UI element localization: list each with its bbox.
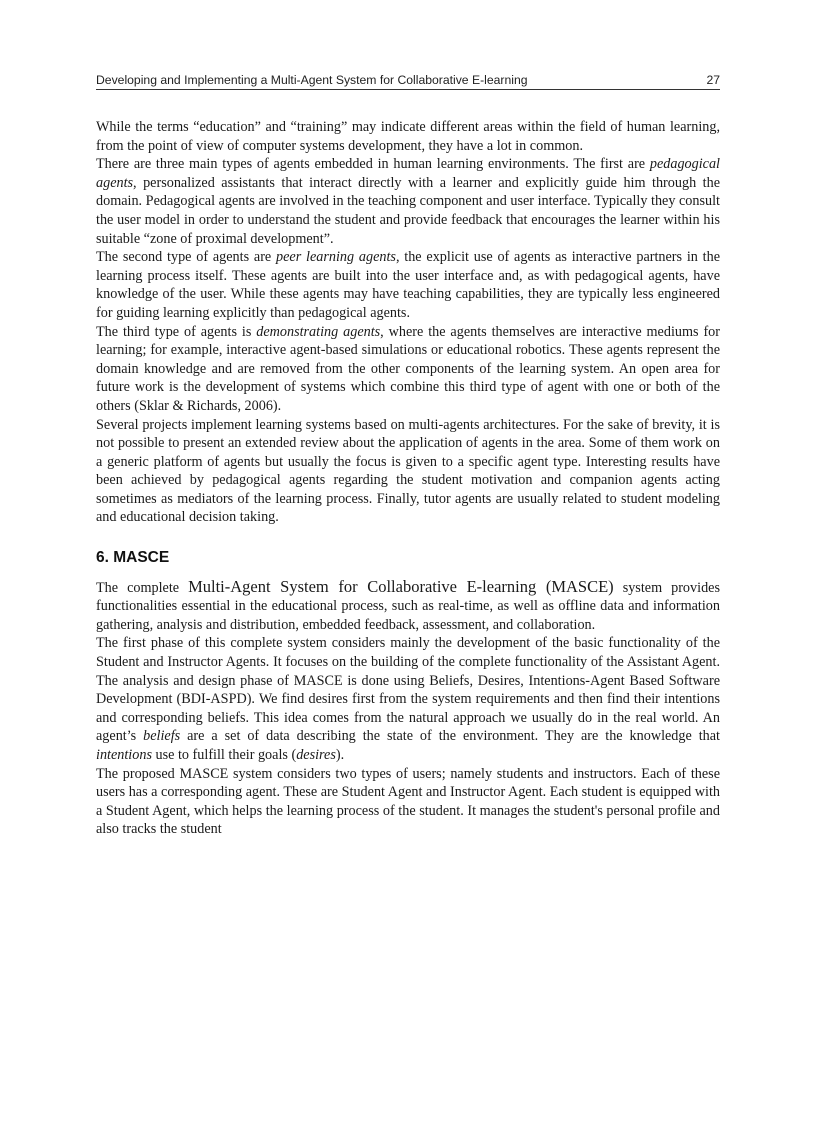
text-run: There are three main types of agents embedded in human learning environments. The first are — [96, 156, 650, 173]
text-run: The first phase of this complete system considers mainly the development of the basic functionality of the Student and Instructor Agents. It focuses on the building of the complete functionality of the Assistant Agent. The analysis and design phase of MASCE is done using Beliefs, Desires, Intentions-Agent Based Software Development (BDI-ASPD). We find desires first from the system requirements and then find their intentions and corresponding beliefs. This idea comes from the natural approach we usually do in the real world. An agent’s — [96, 635, 720, 745]
emphasis-pedagogical-agents: pedagogical agents — [96, 156, 720, 191]
text-run: The second type of agents are — [96, 249, 277, 266]
text-run: are a set of data describing the state of the environment. They are the knowledge that — [180, 728, 721, 745]
emphasis-intentions: intentions — [96, 747, 152, 763]
text-run: ). — [335, 747, 345, 763]
masce-full-name: Multi-Agent System for Collaborative E-learning (MASCE) — [188, 576, 614, 596]
paragraph-masce-intro — [96, 578, 720, 635]
text-run: The third type of agents is — [96, 323, 257, 340]
paragraph-first-phase — [96, 634, 720, 764]
emphasis-beliefs: beliefs — [143, 728, 181, 745]
page-number: 27 — [706, 73, 720, 87]
text-run: , where the agents themselves are interactive mediums for learning; for example, interactive agent-based simulations or educational robotics. These agents represent the domain knowledge and are removed from the other components of the learning system. An open area for future work is the development of systems which combine this third type of agent with one or both of the others (Sklar & Richards, 2006). — [96, 323, 720, 414]
running-header — [96, 70, 720, 90]
page — [96, 70, 720, 839]
paragraph-peer-learning — [96, 248, 720, 322]
emphasis-peer-learning-agents: peer learning agents — [276, 249, 396, 266]
text-run: use to fulfill their goals ( — [151, 747, 297, 763]
text-run: system provides functionalities essential in the educational process, such as real-time, as well as offline data and information gathering, analysis and distribution, embedded feedback, assessment, and collaboration. — [96, 579, 720, 633]
paragraph-demonstrating — [96, 323, 720, 416]
paragraph-proposed-system: The proposed MASCE system considers two types of users; namely students and instructors. Each of these users has a corresponding agent. These are Student Agent and Instructor Agent. Each student is equipped with a Student Agent, which helps the learning process of the student. It manages the student's personal profile and also tracks the student — [96, 765, 720, 838]
paragraph-agent-types — [96, 155, 720, 248]
text-run: , personalized assistants that interact directly with a learner and explicitly guide him through the domain. Pedagogical agents are involved in the teaching component and user interface. Typically they consult the user model in order to understand the student and provide feedback that encourages the learner within his suitable “zone of proximal development”. — [96, 174, 720, 247]
text-run: , the explicit use of agents as interactive partners in the learning process itself. These agents are built into the user interface and, as with pedagogical agents, have knowledge of the user. While these agents may have teaching capabilities, they are typically less engineered for guiding learning explicitly than pedagogical agents. — [96, 249, 721, 321]
body-text — [96, 118, 720, 839]
emphasis-demonstrating-agents: demonstrating agents — [256, 323, 381, 340]
section-heading: 6. MASCE — [96, 549, 170, 567]
emphasis-desires: desires — [296, 747, 336, 763]
text-run: The complete — [96, 579, 189, 596]
paragraph-projects: Several projects implement learning systems based on multi-agents architectures. For the sake of brevity, it is not possible to present an extended review about the application of agents in the area. Some of them work on a generic platform of agents but usually the focus is given to a specific agent type. Interesting results have been achieved by pedagogical agents regarding the student motivation and companion agents acting sometimes as mediators of the learning process. Finally, tutor agents are usually related to student modeling and educational decision taking. — [96, 416, 720, 526]
header-title: Developing and Implementing a Multi-Agent System for Collaborative E-learning — [96, 73, 528, 87]
paragraph-education-training: While the terms “education” and “training” may indicate different areas within the field of human learning, from the point of view of computer systems development, they have a lot in common. — [96, 119, 720, 154]
